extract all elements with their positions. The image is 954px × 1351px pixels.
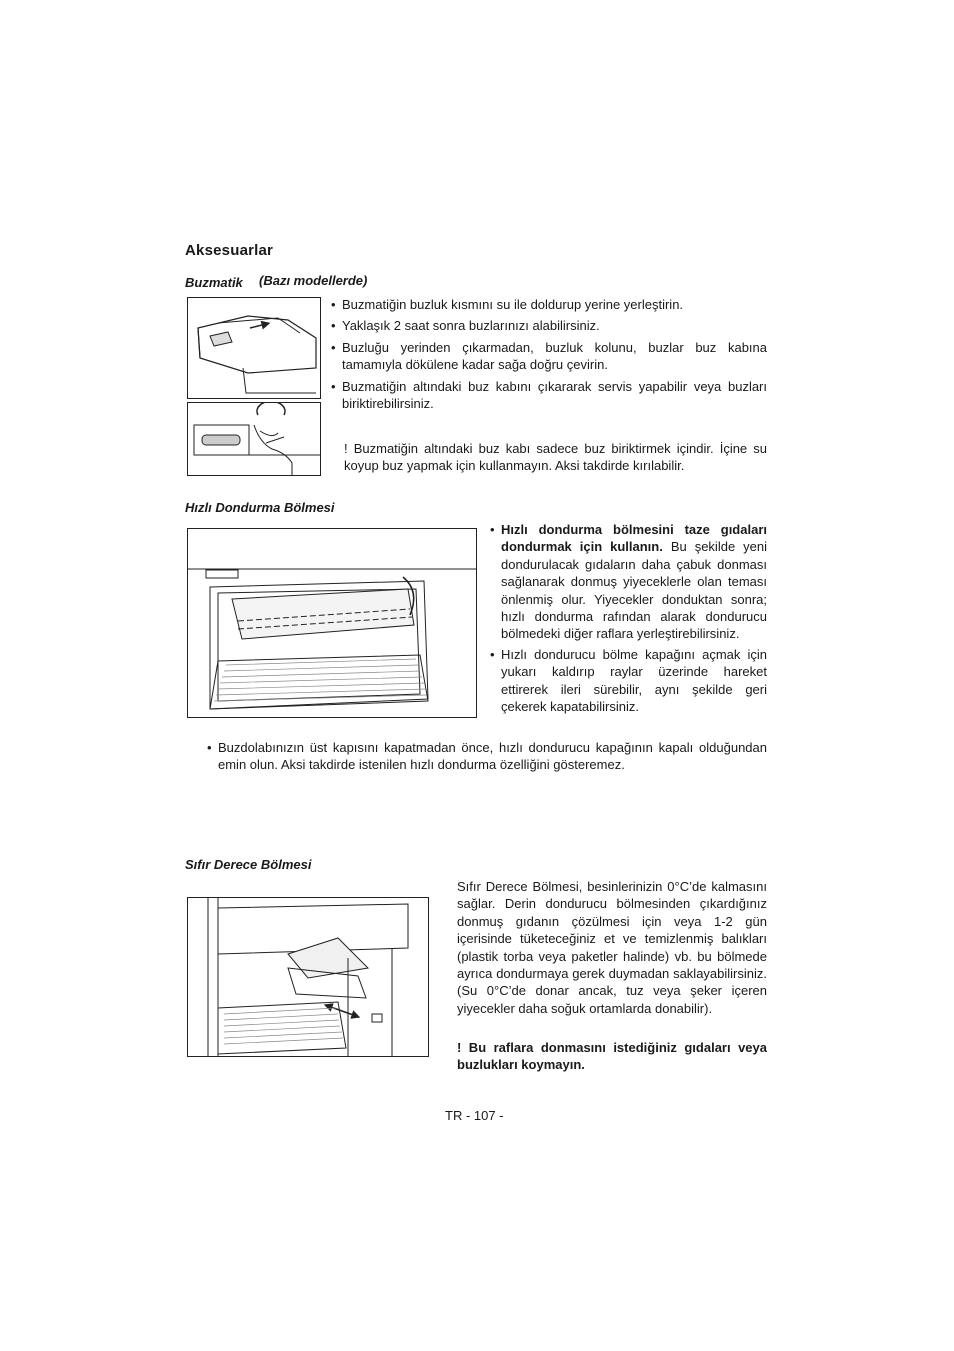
- zero-degree-title: Sıfır Derece Bölmesi: [185, 857, 312, 872]
- fast-freeze-bullets: [490, 521, 767, 715]
- fast-freeze-note: [207, 739, 767, 774]
- list-item: • Buzluğu yerinden çıkarmadan, buzluk kolunu, buzlar buz kabına tamamıyla dökülene kadar sağa doğru çevirin.: [331, 339, 767, 374]
- list-item: • Buzmatiğin altındaki buz kabını çıkararak servis yapabilir veya buzları biriktirebilirsiniz.: [331, 378, 767, 413]
- zero-degree-warning: ! Bu raflara donmasını istediğiniz gıdaları veya buzlukları koymayın.: [457, 1040, 767, 1073]
- list-item: • Yaklaşık 2 saat sonra buzlarınızı alabilirsiniz.: [331, 317, 767, 334]
- page-title: Aksesuarlar: [185, 242, 274, 259]
- icemaker-figure-bottom: [187, 402, 321, 476]
- list-item: • Buzdolabınızın üst kapısını kapatmadan önce, hızlı dondurucu kapağının kapalı olduğundan emin olun. Aksi takdirde istenilen hızlı dondurma özelliğini gösteremez.: [207, 739, 767, 774]
- page-number: TR - 107 -: [445, 1108, 504, 1123]
- zero-degree-paragraph: Sıfır Derece Bölmesi, besinlerinizin 0°C’de kalmasını sağlar. Derin dondurucu bölmesinden çıkardığınız donmuş gıdanın çözülmesi için veya 1-2 gün içerisinde tüketeceğiniz et ve temizlenmiş balıkları (plastik torba veya paketler halinde) vb. bu bölmede ayrıca dondurmaya gerek duymadan saklayabilirsiniz. (Su 0°C’de donar ancak, tuz veya şeker içeren yiyecekler daha soğuk ortamlarda donabilir).: [457, 879, 767, 1016]
- fast-freeze-figure: [187, 528, 477, 718]
- bullet-bold-text: Hızlı dondurma bölmesini taze gıdaları dondurmak için kullanın.: [501, 522, 767, 555]
- icemaker-bullets: [331, 296, 767, 412]
- list-item: [490, 521, 767, 643]
- list-item: • Hızlı dondurucu bölme kapağını açmak için yukarı kaldırıp raylar üzerinde hareket ettirerek ileri sürebilir, aynı şekilde geri çekerek kapatabilirsiniz.: [490, 646, 767, 716]
- icemaker-title: Buzmatik: [185, 275, 243, 290]
- zero-degree-figure: [187, 897, 429, 1057]
- fast-freeze-title: Hızlı Dondurma Bölmesi: [185, 500, 335, 515]
- icemaker-figure-top: [187, 297, 321, 399]
- bullet-text: Bu şekilde yeni dondurulacak gıdaların daha çabuk donması sağlanarak donmuş yiyeceklerle olan teması önlenmiş olur. Yiyecekler donduktan sonra; hızlı dondurma rafından alarak dondurucu bölmedeki diğer raflara yerleştirebilirsiniz.: [501, 539, 767, 642]
- list-item: • Buzmatiğin buzluk kısmını su ile doldurup yerine yerleştirin.: [331, 296, 767, 313]
- icemaker-note: (Bazı modellerde): [259, 273, 368, 288]
- icemaker-warning: ! Buzmatiğin altındaki buz kabı sadece buz biriktirmek içindir. İçine su koyup buz yapmak için kullanmayın. Aksi takdirde kırılabilir.: [344, 441, 767, 474]
